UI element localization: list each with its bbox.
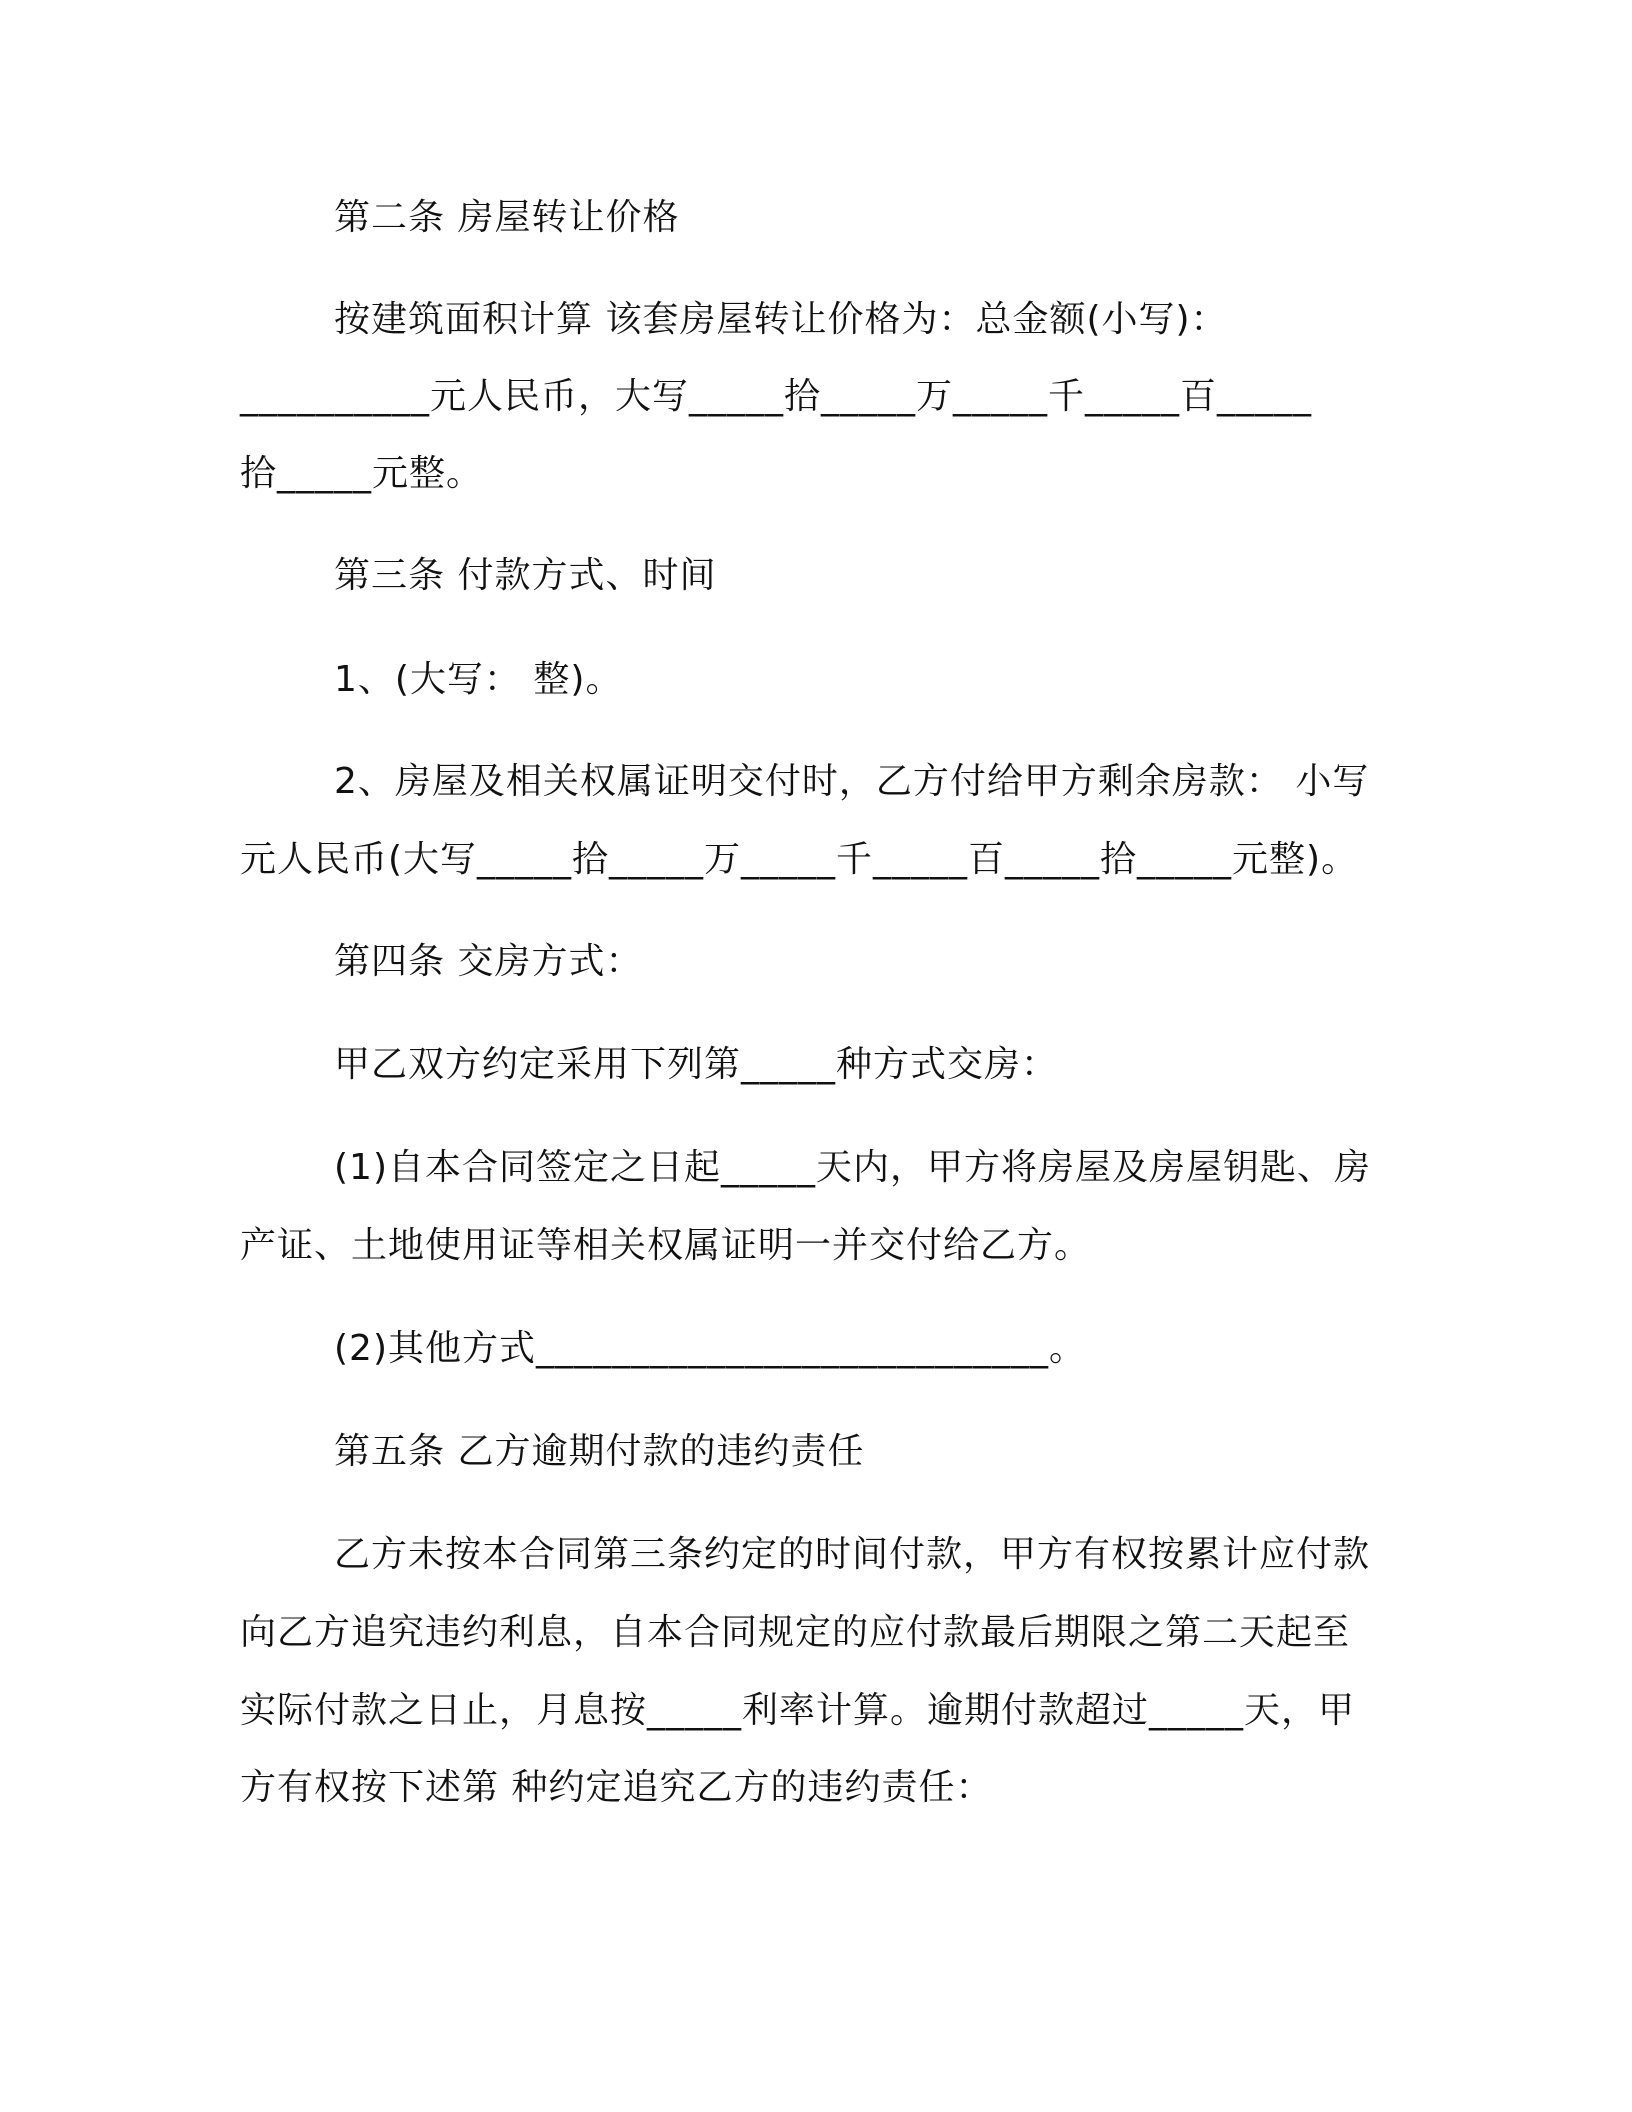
article-2-paragraph-line-3: 拾_____元整。 (240, 453, 484, 494)
article-5-paragraph-line-2: 向乙方追究违约利息，自本合同规定的应付款最后期限之第二天起至 (240, 1612, 1351, 1653)
article-3-item-1: 1、(大写： 整)。 (334, 659, 623, 700)
article-4-option-1-line-1: (1)自本合同签定之日起_____天内，甲方将房屋及房屋钥匙、房 (334, 1147, 1371, 1188)
article-4-option-2: (2)其他方式___________________________。 (334, 1328, 1086, 1369)
article-5-heading: 第五条 乙方逾期付款的违约责任 (334, 1431, 865, 1472)
article-5-paragraph-line-1: 乙方未按本合同第三条约定的时间付款，甲方有权按累计应付款 (334, 1534, 1371, 1575)
article-3-item-2-line-1: 2、房屋及相关权属证明交付时，乙方付给甲方剩余房款： 小写 (334, 761, 1370, 802)
article-5-paragraph-line-4: 方有权按下述第 种约定追究乙方的违约责任： (240, 1767, 993, 1808)
article-4-intro: 甲乙双方约定采用下列第_____种方式交房： (334, 1044, 1059, 1085)
article-4-heading: 第四条 交房方式： (334, 941, 643, 982)
article-2-paragraph-line-1: 按建筑面积计算 该套房屋转让价格为：总金额(小写)： (334, 299, 1228, 340)
article-2-paragraph-line-2: __________元人民币，大写_____拾_____万_____千_____百_____ (240, 376, 1313, 417)
article-3-heading: 第三条 付款方式、时间 (334, 555, 717, 596)
article-4-option-1-line-2: 产证、土地使用证等相关权属证明一并交付给乙方。 (240, 1225, 1092, 1266)
article-5-paragraph-line-3: 实际付款之日止，月息按_____利率计算。逾期付款超过_____天，甲 (240, 1690, 1356, 1731)
article-3-item-2-line-2: 元人民币(大写_____拾_____万_____千_____百_____拾_____元整)。 (240, 839, 1359, 880)
article-2-heading: 第二条 房屋转让价格 (334, 197, 680, 238)
